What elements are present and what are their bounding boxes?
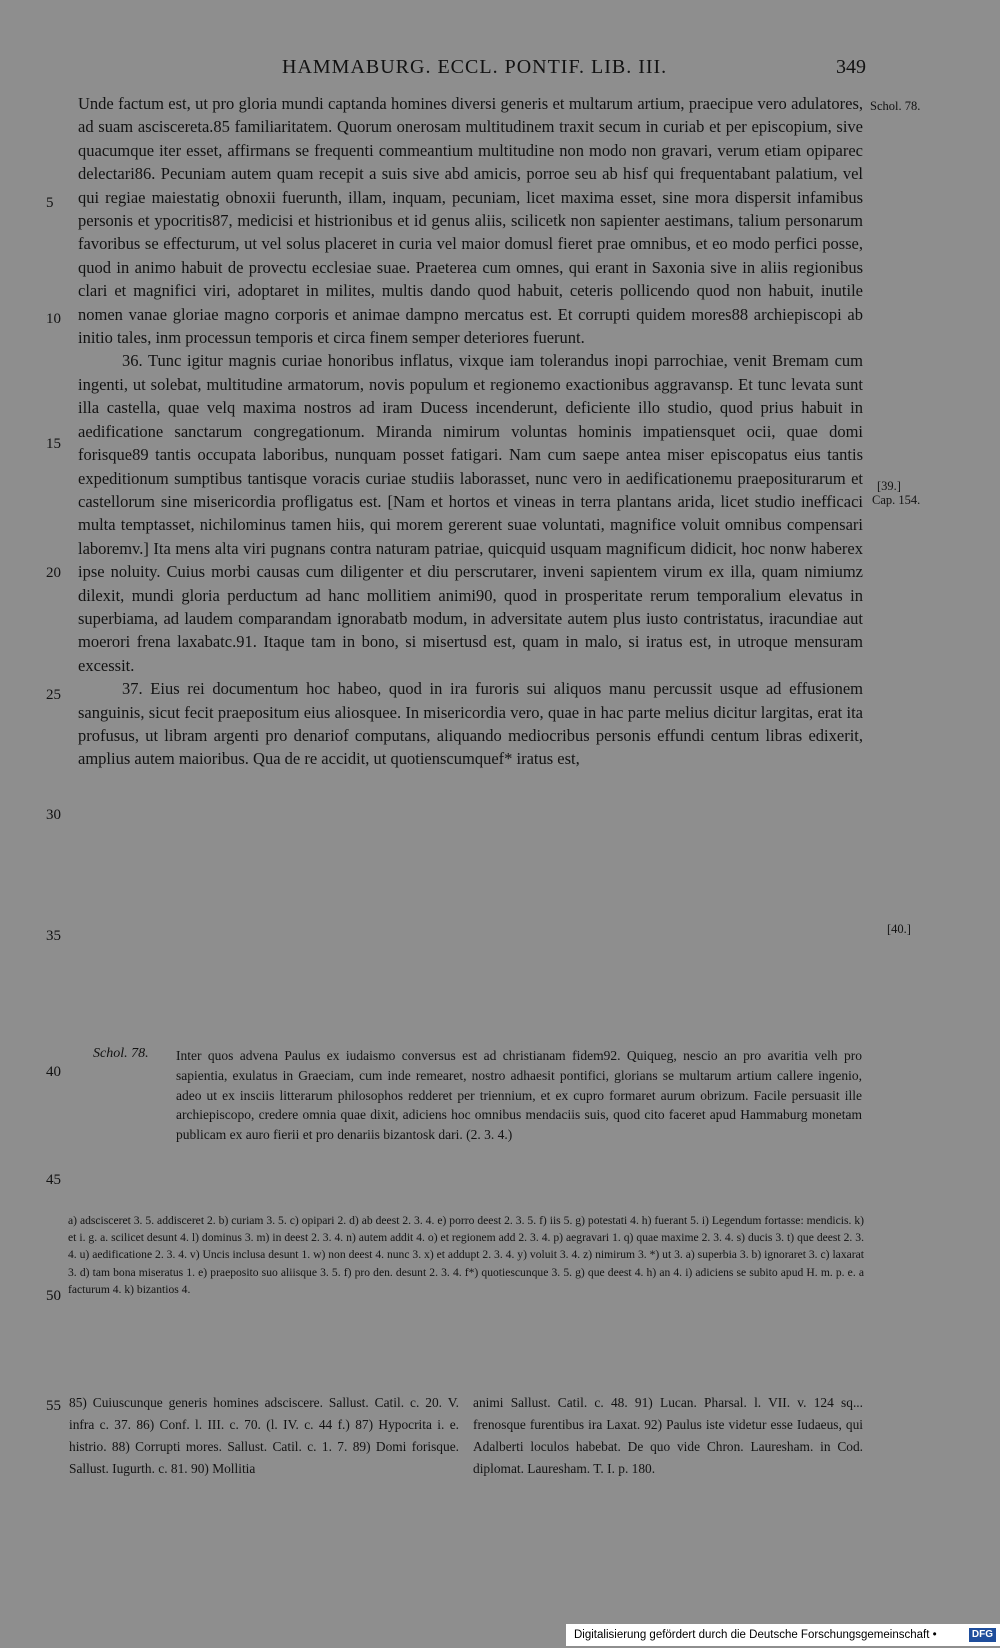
margin-note-chapter-40: [40.] [887, 922, 911, 936]
page-number: 349 [836, 56, 866, 78]
line-number: 10 [46, 311, 61, 327]
margin-note-chapter-39: [39.] [877, 479, 901, 493]
dfg-logo-icon: DFG [969, 1628, 996, 1642]
footer-credit: Digitalisierung gefördert durch die Deutsche Forschungsgemeinschaft • [574, 1629, 937, 1641]
variant-readings: a) adscisceret 3. 5. addisceret 2. b) curiam 3. 5. c) opipari 2. d) ab deest 2. 3. 4. e) porro deest 2. 3. 5. f) iis 5. g) potestati 4. h) fuerant 5. i) Legendum fortasse: mendicis. k) et i. g. a. scilicet desunt 4. l) dominus 3. m) in deest 2. 3. 4. n) autem addit 4. o) et regionem add 2. 3. 4. p) aegravari 1. q) quae maxime 2. 3. 4. s) ducis 3. t) que deest 2. 3. 4. u) aedificatione 2. 3. 4. v) Uncis inclusa desunt 1. w) non deest 4. nunc 3. x) et addupt 2. 3. 4. y) voluit 3. 4. z) nimirum 3. *) ut 3. a) superbia 3. b) ignoraret 3. c) laxarat 3. d) tam bona miseratus 1. e) praeposito suo aliisque 3. 5. f) pro den. desunt 2. 3. 4. f*) quotiescunque 3. 5. g) que deest 4. h) an 4. i) adiciens se subito apud H. m. p. e. a facturum 4. k) bizantios 4. [68, 1214, 864, 1296]
footnotes-left-column: 85) Cuiuscunque generis homines adsciscere. Sallust. Catil. c. 20. V. infra c. 37. 86) Conf. l. III. c. 70. (l. IV. c. 44 f.) 87) Hypocrita i. e. histrio. 88) Corrupti mores. Sallust. Catil. c. 1. 7. 89) Domi forisque. Sallust. Iugurth. c. 81. 90) Mollitia [69, 1395, 459, 1476]
line-number: 50 [46, 1288, 61, 1304]
running-header [0, 56, 1000, 86]
scholion-text: Inter quos advena Paulus ex iudaismo conversus est ad christianam fidem92. Quiqueg, nescio an pro avaritia velh pro sapientia, exulatus in Graeciam, cum inde remearet, nostro adhaesit pontifici, glorians se multarum artium callere ingenio, adeo ut ex insciis litterarum philosophos redderet per triennium, et ex cupro formaret aurum obrizum. Facile persuasit ille archiepiscopo, credere omnia quae dixit, adiciens hoc omnibus mendaciis suis, quod cito faceret apud Hammaburg monetam publicam ex auro fierii et pro denariis bizantosk dari. (2. 3. 4.) [176, 1048, 862, 1143]
line-number: 40 [46, 1064, 61, 1080]
line-number: 20 [46, 565, 61, 581]
scholion-label: Schol. 78. [93, 1046, 149, 1061]
margin-note-schol: Schol. 78. [870, 99, 921, 113]
line-number: 30 [46, 807, 61, 823]
paragraph-chapter-37: 37. Eius rei documentum hoc habeo, quod in ira furoris sui aliquos manu percussit usque ad effusionem sanguinis, sicut fecit praepositum eius aliosquee. In misericordia vero, quae in hac parte melius dicitur largitas, erat ita profusus, ut libram argenti pro denariof computans, aliquando mediocribus personis effundi centum libras edixerit, amplius autem maioribus. Qua de re accidit, ut quotienscumquef* iratus est, [78, 679, 863, 769]
margin-note-cap-154: Cap. 154. [872, 493, 921, 507]
paragraph-chapter-36: 36. Tunc igitur magnis curiae honoribus inflatus, vixque iam tolerandus inopi parrochiae, venit Bremam cum ingenti, ut solebat, multitudine armatorum, novis populum et regionemo exactionibus aggravansp. Et tunc levata sunt illa castella, quae velq maxima nostros ad iram Ducess incenderunt, deficiente illo studio, quod prius habuit in aedificatione sanctarum congregationum. Miranda nimirum voluntas hominis impatiensquet ocii, quae domi forisque89 tantis occupata laboribus, nunquam posset fatigari. Nam cum saepe antea miser episcopatus eius tantis expeditionum sumptibus tantisque voracis curiae studiis laborasset, nunc vero in aedificationemu praepositurarum et castellorum sine misericordia profligatus est. [Nam et hortos et vineas in terra plantans arida, licet studio inefficaci multa temptasset, nichilominus tamen hiis, qui morem gererent suae voluntati, magnifice voluit omnibus compensari laboremv.] Ita mens alta viri pugnans contra naturam patriae, quicquid usquam magnificum didicit, hoc nonw haberex ipse noluity. Cuius morbi causas cum diligenter et diu perscrutarer, inveni sapientem virum ex illa, quam nimiumz dilexit, mundi gloria perductum ad hanc mollitiem animi90, quod in prosperitate rerum temporalium elevatus in superbiama, ad laudem comparandam ignorabatb modum, in adversitate autem plus iusto contristatus, iracundiae aut moerori frena laxabatc.91. Itaque tam in bono, si misertusd est, quam in malo, si iratus est, in utroque mensuram excessit. [78, 351, 863, 675]
footnotes-right-column: animi Sallust. Catil. c. 48. 91) Lucan. Pharsal. l. VII. v. 124 sq... frenosque furentibus ira Laxat. 92) Paulus iste videtur esse Iudaeus, qui Adalberti loculos habebat. De quo vide Chron. Lauresham. in Cod. diplomat. Lauresham. T. I. p. 180. [473, 1395, 863, 1476]
digitization-footer [566, 1624, 1000, 1646]
line-number: 5 [46, 195, 54, 211]
line-number: 15 [46, 436, 61, 452]
line-number: 25 [46, 687, 61, 703]
line-number: 35 [46, 928, 61, 944]
line-number: 45 [46, 1172, 61, 1188]
line-number: 55 [46, 1398, 61, 1414]
header-title: HAMMABURG. ECCL. PONTIF. LIB. III. [282, 56, 668, 78]
paragraph: Unde factum est, ut pro gloria mundi captanda homines diversi generis et multarum artium, praecipue vero adulatores, ad suam asciscereta.85 familiaritatem. Quorum onerosam multitudinem traxit secum in curiab et per episcopium, sive quacumque iter esset, affirmans se frequenti commeantium multitudine non modo non gravari, verum etiam opiparec delectari86. Pecuniam autem quam recepit a suis sive abd amicis, porroe seu ab hisf qui frequentabant palatium, vel qui regiae maiestatig obnoxii fuerunth, illam, inquam, pecuniam, licet maxima esset, sine mora dispersit infamibus personis et ypocritis87, medicisi et histrionibus et id genus aliis, scilicetk non sapienter aestimans, talium personarum favoribus se effecturum, ut vel solus placeret in curia vel maior domusl fieret prae omnibus, et eo modo perfici posse, quod in animo habuit de provectu ecclesiae suae. Praeterea cum omnes, qui erant in Saxonia sive in aliis regionibus clari et magnifici viri, adoptaret in milites, multis dando quod habuit, ceteris pollicendo quod non habuit, inutile nomen vanae gloriae magno corporis et animae dampno mercatus est. Et corrupti quidem mores88 archiepiscopi ab initio tales, inm processun temporis et circa finem semper deteriores fuerunt. [78, 94, 863, 348]
main-text [78, 92, 863, 771]
